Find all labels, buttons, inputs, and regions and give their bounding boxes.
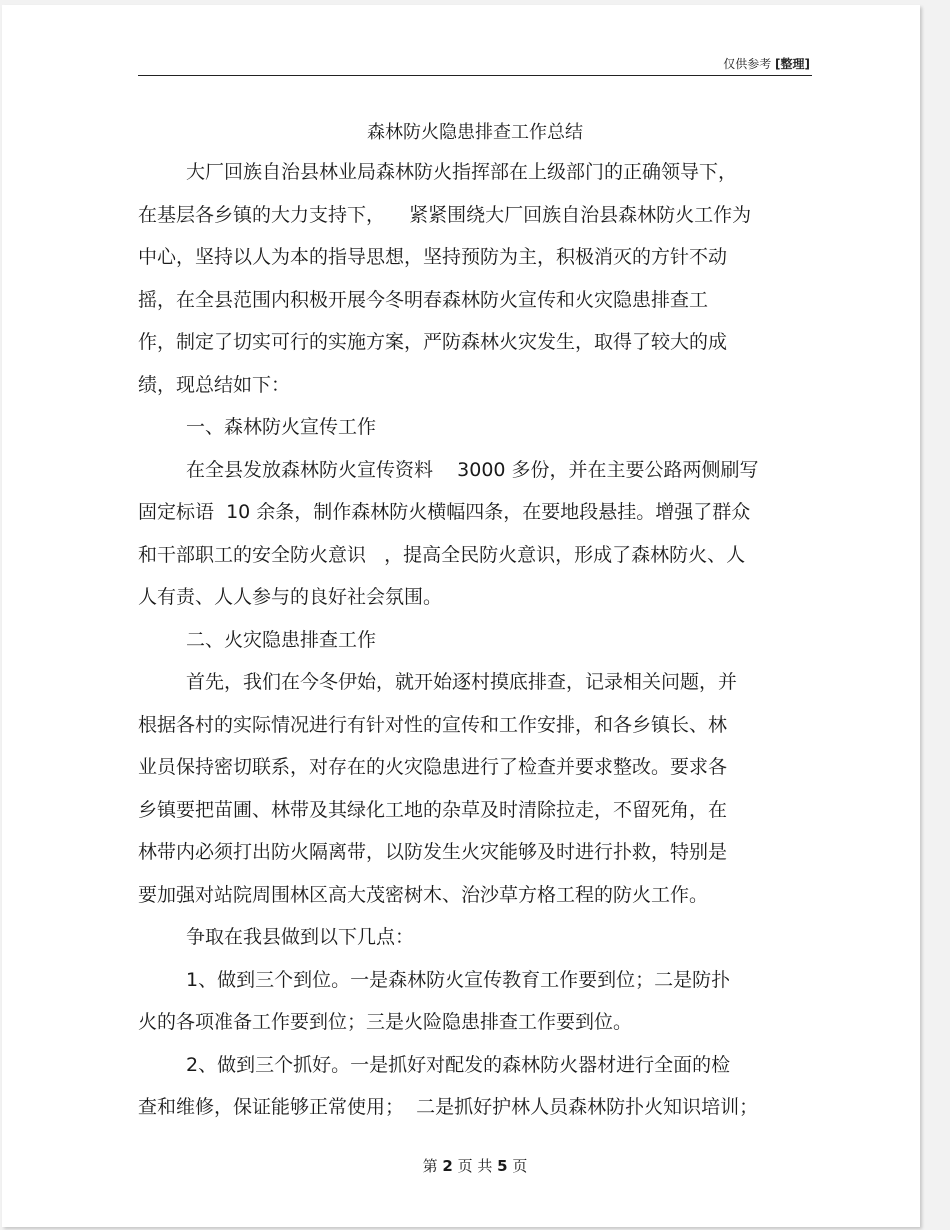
footer-current-page: 2 xyxy=(442,1157,453,1175)
body-line: 固定标语 10 余条，制作森林防火横幅四条，在要地段悬挂。增强了群众 xyxy=(138,501,751,523)
body-line: 根据各村的实际情况进行有针对性的宣传和工作安排，和各乡镇长、林 xyxy=(138,713,728,736)
page-header xyxy=(138,55,812,76)
body-line: 中心，坚持以人为本的指导思想，坚持预防为主，积极消灭的方针不动 xyxy=(138,246,728,268)
body-line: 摇，在全县范围内积极开展今冬明春森林防火宣传和火灾隐患排查工 xyxy=(138,288,709,311)
body-line: 绩，现总结如下： xyxy=(138,373,291,396)
footer-suffix: 页 xyxy=(507,1157,528,1175)
body-line: 人有责、人人参与的良好社会氛围。 xyxy=(138,586,443,608)
header-note xyxy=(723,55,810,72)
body-line: 在基层各乡镇的大力支持下， 紧紧围绕大厂回族自治县森林防火工作为 xyxy=(138,203,752,226)
body-line: 要加强对站院周围林区高大茂密树木、治沙草方格工程的防火工作。 xyxy=(138,883,709,906)
body-line: 作，制定了切实可行的实施方案，严防森林火灾发生，取得了较大的成 xyxy=(138,331,728,353)
body-line: 林带内必须打出防火隔离带，以防发生火灾能够及时进行扑救，特别是 xyxy=(138,841,728,863)
header-note-prefix: 仅供参考 xyxy=(723,57,776,71)
body-line: 二、火灾隐患排查工作 xyxy=(186,628,377,651)
body-line: 乡镇要把苗圃、林带及其绿化工地的杂草及时清除拉走，不留死角，在 xyxy=(138,798,728,821)
body-line: 首先，我们在今冬伊始，就开始逐村摸底排查，记录相关问题，并 xyxy=(186,671,738,693)
document-title: 森林防火隐患排查工作总结 xyxy=(367,122,583,143)
page-footer xyxy=(138,1155,812,1176)
body-line: 和干部职工的安全防火意识 ，提高全民防火意识，形成了森林防火、人 xyxy=(138,543,746,566)
body-line: 1、做到三个到位。一是森林防火宣传教育工作要到位；二是防扑 xyxy=(186,968,731,991)
body-line: 大厂回族自治县林业局森林防火指挥部在上级部门的正确领导下， xyxy=(186,161,738,183)
body-line: 业员保持密切联系，对存在的火灾隐患进行了检查并要求整改。要求各 xyxy=(138,756,728,778)
footer-total-pages: 5 xyxy=(497,1157,508,1175)
header-note-bracket: [整理] xyxy=(775,57,810,71)
body-line: 查和维修，保证能够正常使用； 二是抓好护林人员森林防扑火知识培训； xyxy=(138,1096,759,1118)
body-line: 一、森林防火宣传工作 xyxy=(186,416,377,438)
footer-prefix: 第 xyxy=(422,1157,443,1175)
body-line: 2、做到三个抓好。一是抓好对配发的森林防火器材进行全面的检 xyxy=(186,1053,731,1076)
body-line: 争取在我县做到以下几点： xyxy=(186,926,415,948)
footer-middle: 页 共 xyxy=(452,1157,498,1175)
document-page xyxy=(2,5,920,1227)
body-line: 在全县发放森林防火宣传资料 3000 多份，并在主要公路两侧刷写 xyxy=(186,458,759,481)
body-line: 火的各项准备工作要到位；三是火险隐患排查工作要到位。 xyxy=(138,1011,633,1033)
